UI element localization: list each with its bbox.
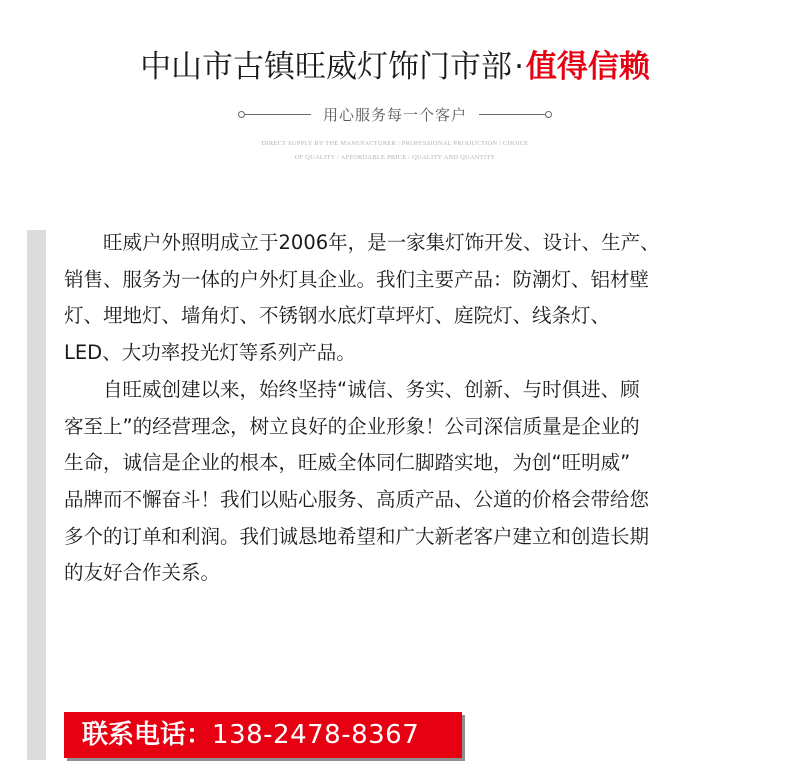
english-tagline — [0, 137, 790, 165]
subtitle: 用心服务每一个客户 — [322, 106, 467, 124]
page-title — [0, 44, 790, 90]
english-tagline-line-2: OF QUALITY / AFFORDABLE PRICE / QUALITY AND QUANTITY — [294, 154, 496, 161]
side-decoration-bar — [27, 230, 46, 760]
contact-colon: ： — [186, 720, 213, 750]
title-separator: · — [514, 49, 524, 85]
text-line: 客至上”的经营理念，树立良好的企业形象！公司深信质量是企业的 — [64, 414, 640, 438]
english-tagline-line-1: DIRECT SUPPLY BY THE MANUFACTURER / PROFESSIONAL PRODUCTION / CHOICE — [261, 140, 529, 147]
text-line: 旺威户外照明成立于2006年，是一家集灯饰开发、设计、生产、 — [64, 231, 660, 254]
subtitle-row — [0, 104, 790, 125]
text-line: LED、大功率投光灯等系列产品。 — [64, 341, 356, 365]
text-line: 自旺威创建以来，始终坚持“诚信、务实、创新、与时俱进、顾 — [64, 377, 640, 401]
text-line: 的友好合作关系。 — [64, 561, 221, 585]
company-description — [64, 225, 764, 592]
subtitle-left-divider — [245, 114, 311, 115]
text-line: 销售、服务为一体的户外灯具企业。我们主要产品：防潮灯、铝材壁 — [64, 267, 650, 291]
contact-label: 联系电话 — [82, 720, 187, 750]
text-line: 生命，诚信是企业的根本，旺威全体同仁脚踏实地，为创“旺明威” — [64, 451, 631, 475]
title-slogan: 值得信赖 — [525, 49, 650, 85]
subtitle-right-divider — [479, 114, 545, 115]
contact-phone-banner — [64, 712, 462, 758]
text-line: 品牌而不懈奋斗！我们以贴心服务、高质产品、公道的价格会带给您 — [64, 487, 650, 511]
text-line: 多个的订单和利润。我们诚恳地希望和广大新老客户建立和创造长期 — [64, 524, 650, 548]
text-line: 灯、埋地灯、墙角灯、不锈钢水底灯草坪灯、庭院灯、线条灯、 — [64, 304, 611, 328]
shop-name: 中山市古镇旺威灯饰门市部 — [140, 49, 513, 85]
phone-number: 138-2478-8367 — [212, 720, 420, 750]
